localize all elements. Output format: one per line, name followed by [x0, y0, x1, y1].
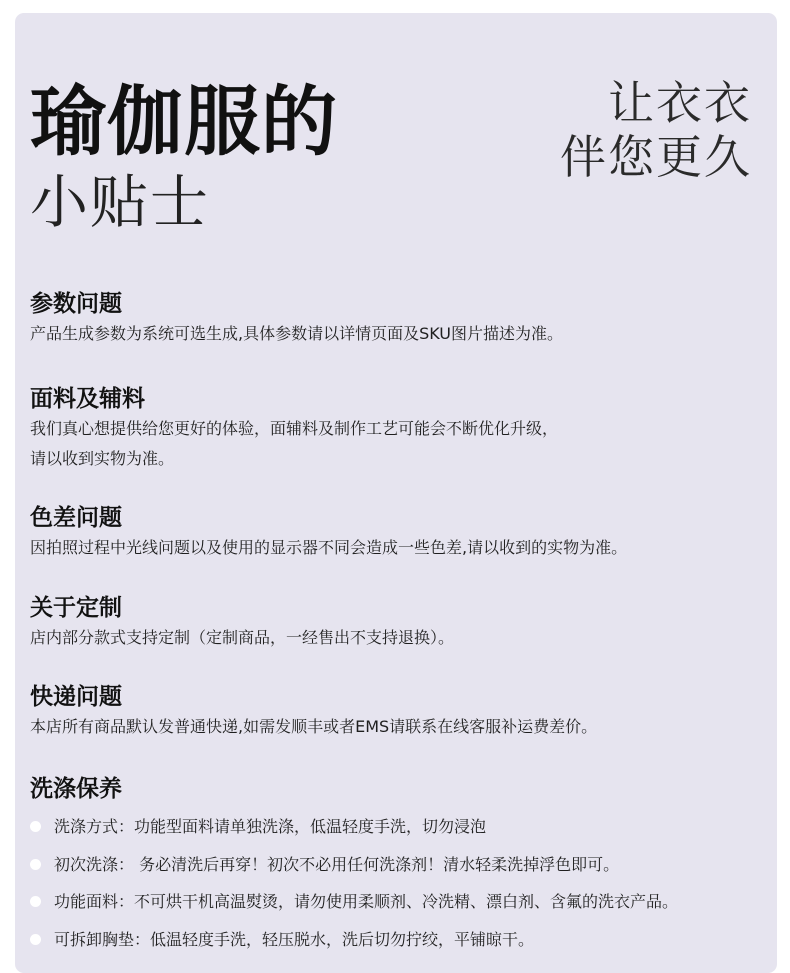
section-heading: 快递问题 — [30, 684, 122, 710]
bullet-dot-icon — [30, 934, 41, 945]
care-item-text: 可拆卸胸垫：低温轻度手洗，轻压脱水，洗后切勿拧绞，平铺晾干。 — [54, 929, 535, 949]
section-heading: 色差问题 — [30, 505, 122, 531]
section-customization — [30, 593, 770, 653]
section-parameters — [30, 289, 770, 349]
section-heading: 关于定制 — [30, 595, 122, 621]
slogan-line-2: 伴您更久 — [560, 130, 752, 184]
section-text: 本店所有商品默认发普通快递,如需发顺丰或者EMS请联系在线客服补运费差价。 — [30, 717, 598, 736]
section-text: 因拍照过程中光线问题以及使用的显示器不同会造成一些色差,请以收到的实物为准。 — [30, 538, 628, 557]
list-item — [30, 921, 770, 959]
list-item — [30, 846, 770, 884]
section-text: 请以收到实物为准。 — [30, 449, 175, 468]
section-fabric — [30, 384, 770, 474]
section-heading: 参数问题 — [30, 291, 122, 317]
section-color-difference — [30, 503, 770, 563]
section-heading: 洗涤保养 — [30, 776, 122, 802]
bullet-dot-icon — [30, 896, 41, 907]
care-item-text: 初次洗涤： 务必清洗后再穿！初次不必用任何洗涤剂！清水轻柔洗掉浮色即可。 — [54, 854, 620, 874]
slogan-line-1: 让衣衣 — [608, 76, 752, 130]
slogan — [560, 76, 752, 184]
section-text: 店内部分款式支持定制（定制商品，一经售出不支持退换）。 — [30, 628, 455, 647]
care-item-text: 功能面料：不可烘干机高温熨烫，请勿使用柔顺剂、冷洗精、漂白剂、含氟的洗衣产品。 — [54, 892, 679, 911]
section-shipping — [30, 682, 770, 742]
page-subtitle: 小贴士 — [30, 168, 211, 236]
care-item-text: 洗涤方式：功能型面料请单独洗涤，低温轻度手洗，切勿浸泡 — [54, 817, 487, 836]
list-item — [30, 808, 770, 846]
care-list — [30, 808, 770, 958]
section-heading: 面料及辅料 — [30, 386, 145, 412]
bullet-dot-icon — [30, 859, 41, 870]
section-text: 产品生成参数为系统可选生成,具体参数请以详情页面及SKU图片描述为准。 — [30, 324, 564, 343]
section-text: 我们真心想提供给您更好的体验，面辅料及制作工艺可能会不断优化升级， — [30, 419, 559, 438]
section-care — [30, 774, 770, 958]
bullet-dot-icon — [30, 821, 41, 832]
list-item — [30, 883, 770, 921]
page-title: 瑜伽服的 — [30, 77, 338, 166]
